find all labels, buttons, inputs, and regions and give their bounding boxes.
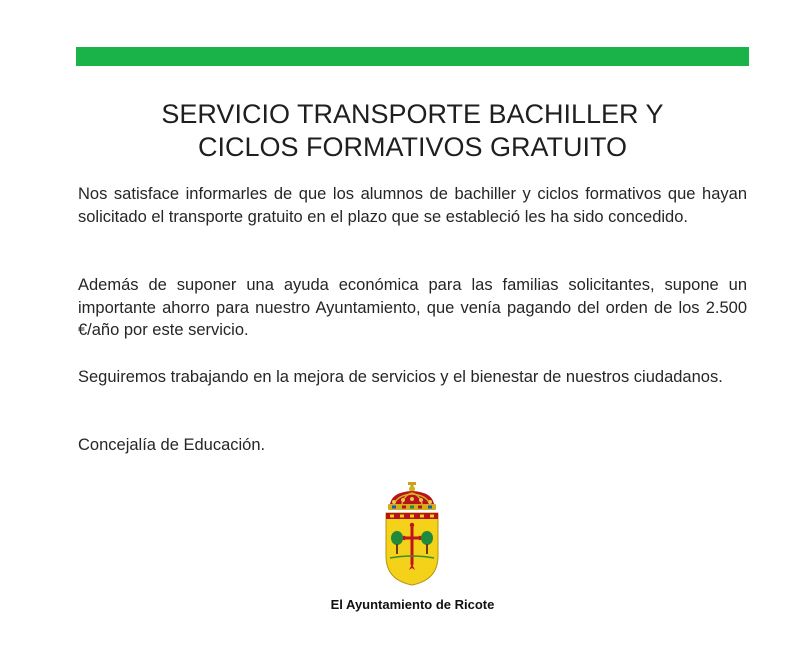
paragraph-commitment: Seguiremos trabajando en la mejora de servicios y el bienestar de nuestros ciudadanos. (78, 368, 723, 386)
title-line-1: SERVICIO TRANSPORTE BACHILLER Y (161, 99, 664, 129)
paragraph-announcement: Nos satisface informarles de que los alumnos de bachiller y ciclos formativos que hayan solicitado el transporte gratuito en el plazo que se estableció les ha sido concedido. (78, 185, 747, 226)
header-accent-bar (76, 47, 749, 66)
paragraph-savings: Además de suponer una ayuda económica para las familias solicitantes, supone un importante ahorro para nuestro Ayuntamiento, que venía pagando del orden de los 2.500 €/año por este servicio. (78, 276, 747, 339)
shield-icon (386, 513, 438, 585)
title-line-2: CICLOS FORMATIVOS GRATUITO (197, 132, 628, 162)
footer-organization-label: El Ayuntamiento de Ricote (330, 597, 495, 612)
document-title (76, 98, 749, 164)
paragraph-signature: Concejalía de Educación. (78, 436, 266, 454)
crown-icon (388, 482, 436, 510)
coat-of-arms-icon (382, 482, 442, 586)
